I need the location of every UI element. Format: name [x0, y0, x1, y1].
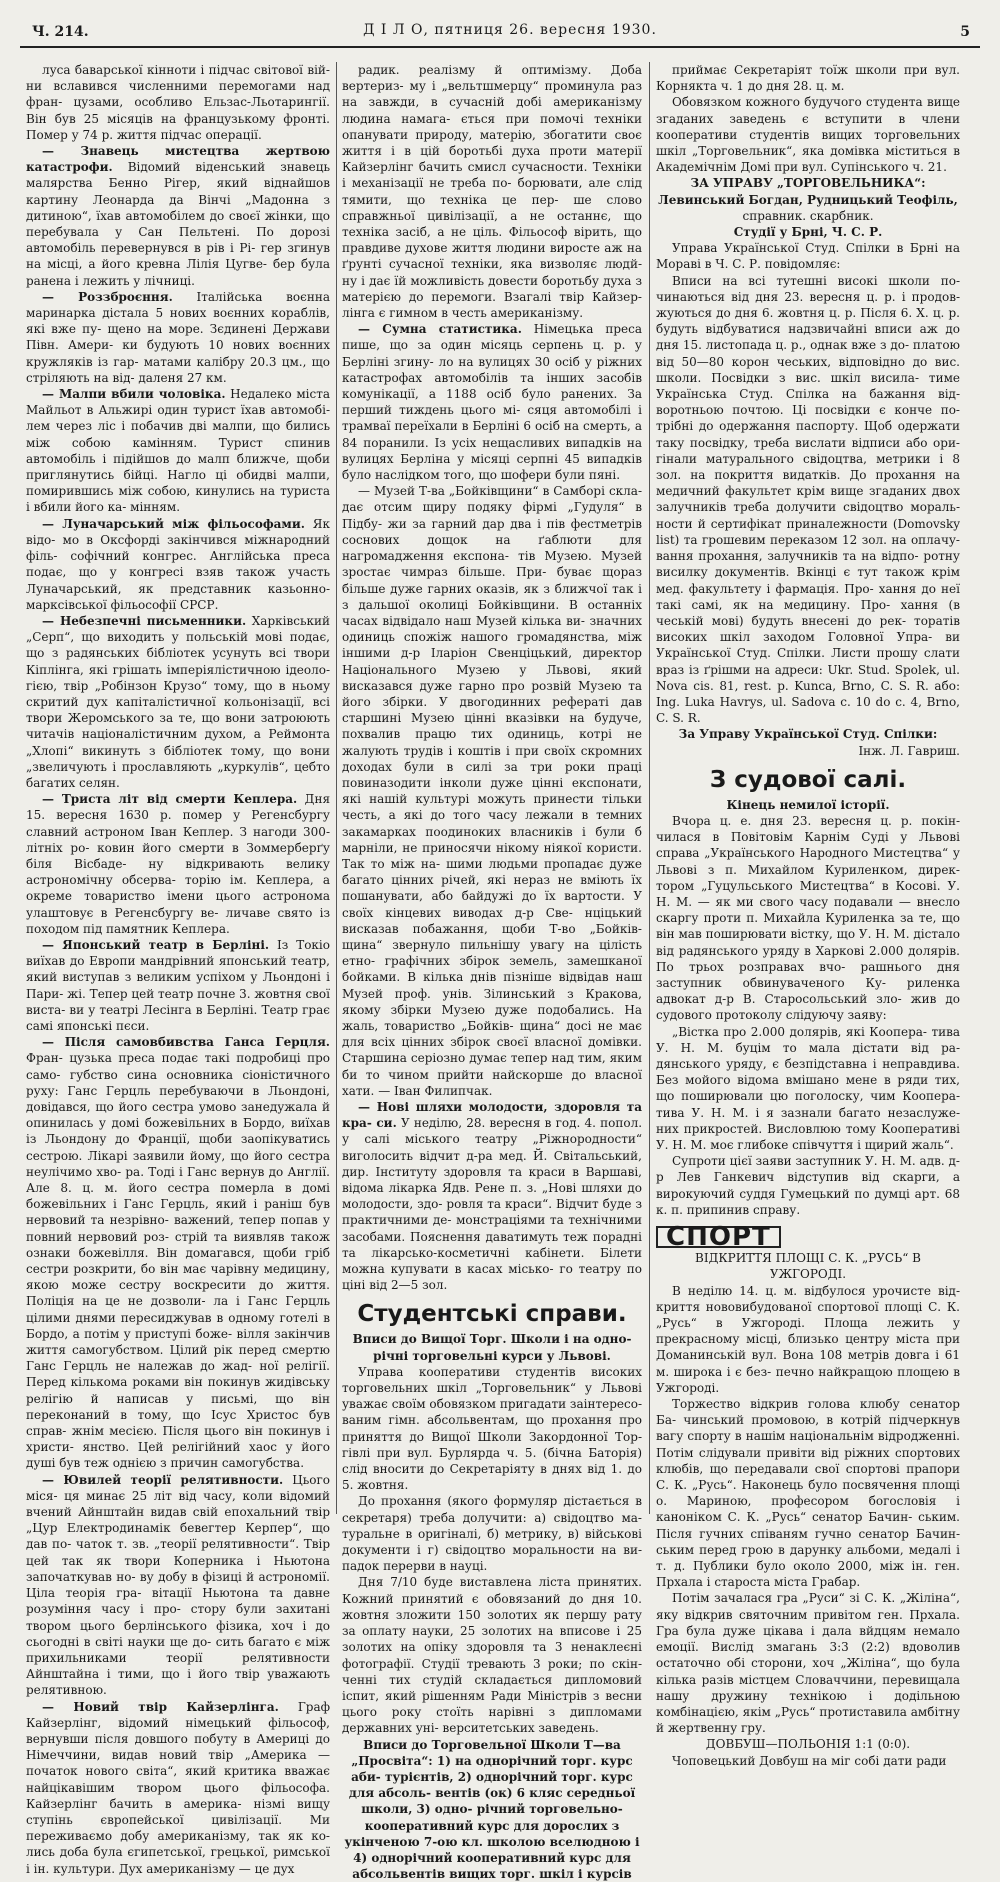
article-paragraph: — Ювилей теорії релятивности. Цього міся- ця минає 25 літ від часу, коли відомий вчений Айнштайн видав свій епохальний твір „Цур Електродинамік бевегтер Керпер“, що дав по- чаток т. зв. „теорії релятивности“. Твір цей так як твори Коперника і Ньютона започаткував но- ву добу в фізиці й астрономії. Ціла теорія гра- вітації Ньютона та давне розуміння часу і про- стору були захитані твором цього берлінського фізика, хоч і до сьогодні в світі науки ще до- сить багато є між прихильниками теорії релятивности Айнштайна і тими, що і його твір уважають релятивною.	[26, 1472, 330, 1698]
article-paragraph: — Триста літ від смерти Кеплера. Дня 15. вересня 1630 р. помер у Регенсбургу славний астроном Іван Кеплер. З нагоди 300-літніх ро- ковин його смерти в Зоммерберґу біля Вісбаде- ну відкривають велику астрономічну обсерва- торію ім. Кеплера, а окреме товариство імени цього астронома улаштовує в Регенсбургу ве- личаве свято із походом під памятник Кеплера.	[26, 792, 331, 936]
article-paragraph: Дня 7/10 буде виставлена ліста принятих. Кожний принятий є обовязаний до дня 10. жовтня зложити 150 золотих як першу рату за оплату науки, 25 золотих на вписове і 25 золотих на опіку здоровля та 3 ненаклеєні фотографії. Студії тревають 3 роки; по скін- ченні тих студій складається дипломовий іспит, який рішенням Ради Міністрів з весни цього року стоїть нарівні з дипломами державних уні- верситетських заведень.	[342, 1575, 642, 1736]
article-paragraph: радик. реалізму й оптимізму. Доба вертериз- му і „вельтшмерцу“ проминула раз на завжди, в сучасній добі американізму людина намага- ється при помочі техніки опанувати природу, матерію, збогатити своє життя і в цій боротьбі духа проти матерії Кайзерлінг бачить смисл сучасности. Техніки і механізації не треба по- борювати, але слід тямити, що техніка це пер- ше слово справжньої цивілізації, а не останнє, що техніка засіб, а не ціль. Фільософ вірить, що правдиве духове життя людини виросте аж на ґрунті сучасної техніки, яка визволяє людй- ну і дає їй можливість довести боротьбу духа з матерією до перемоги. Взагалі твір Кайзер- лінга є гимном в честь американізму.	[342, 63, 642, 321]
article-paragraph: приймає Секретаріят тоїж школи при вул. Корнякта ч. 1 до дня 28. ц. м.	[656, 63, 960, 94]
subheading: Левинський Богдан, Рудницький Теофіль,	[658, 192, 958, 207]
page-number: 5	[960, 24, 970, 40]
newspaper-title-date: Д І Л О, пятниця 26. вересня 1930.	[363, 22, 657, 38]
article-paragraph: Торжество відкрив голова клюбу сенатор Ба- чинський промовою, в котрій підчеркнув вагу спорту в нашім національнім відродженні. Потім слідували привіти від ріжних спортових клюбів, що передавали свої спортові прапори С. К. „Русь“. Наконець було посвячення площі о. Мариною, професором богословія і каноніком С. К. „Русь“ сенатор Бачин- ським. Після гучних співаням гучно сенатор Бачин- ським перед грою в дарунку альбоми, медалі і т. д. Публики було около 2000, між ін. ген. Прхала і староста міста Грабар.	[656, 1397, 960, 1590]
subheading: Вписи до Торговельної Школи Т—ва „Просвіта“: 1) на однорічний торг. курс аби- турієнтів, 2) однорічний торг. курс для абсоль- вентів (ок) 6 кляс середньої школи, 3) одно- річний торговельно-кооперативний курс для дорослих з укінченою 7-ою кл. школою вселюдною і 4) однорічний кооперативний курс для абсольвентів вищих торг. шкіл і курсів	[344, 1737, 640, 1882]
subheading: Студії у Брні, Ч. С. Р.	[733, 225, 883, 240]
article-paragraph: луса баварської кінноти і підчас світової вій- ни вславився численними перемогами над фран- цузами, особливо Ельзас-Льотарингії. Він був 25 місяців на французькому фронті. Помер у 74 р. життя підчас операції.	[26, 63, 330, 142]
column-divider	[649, 62, 650, 1514]
article-paragraph: До прохання (якого формуляр дістається в секретаря) треба долучити: а) свідоцтво ма- туральне в оригіналі, б) метрику, в) військові документи і г) свідоцтво моральности на ви- падок перерви в науці.	[342, 1494, 642, 1574]
article-paragraph: — Роззброєння. Італійська воєнна маринарка дістала 5 нових воєнних кораблів, які вже пу- щено на море. Зєдинені Держави Півн. Амери- ки будують 10 нових воєнних кружляків із гар- матами калібру 20.3 цм., що стріляють на від- даленя 27 км.	[26, 289, 330, 385]
article-paragraph: Потім зачалася гра „Руси“ зі С. К. „Жіліна“, яку відкрив святочним привітом ген. Прхала. Гра була дуже цікава і дала вйдцям немало емоції. Вислід змагань 3:3 (2:2) вдоволив остаточно обі сторони, хоч „Жіліна“, що була кілька разів містцем Словаччини, перевищала нашу дружину технікою і додільною комбінацією, якім „Русь“ протиставила амбітну й жертвенну гру.	[656, 1591, 960, 1736]
article-paragraph: — Новий твір Кайзерлінга. Граф Кайзерлінг, відомий німецький фільософ, вернувши після довшого побуту в Америці до Німеччини, видав новий твір „Америка — початок нового світа“, який критика вважає найцікавішим твором цього фільософа. Кайзерлінг бачить в америка- нізмі вищу ступінь європейської цивілізації. Ми переживаємо добу американізму, так як ко- лись доба була єгипетської, грецької, римської і ін. культури. Дух американізму — це дух	[26, 1699, 330, 1876]
sport-heading-box	[656, 1218, 960, 1253]
article-paragraph: — Луначарський між фільософами. Як відо- мо в Оксфорді закінчився міжнародний філь- софічний конгрес. Англійська преса подає, що у конгресі взяв також участь Луначарський, як представник казьонно-марксівської фільософії СРСР.	[26, 516, 330, 612]
article-paragraph: — Знавець мистецтва жертвою катастрофи. Відомий віденський знавець малярства Бенно Рігер, який віднайшов картину Леонарда да Вінчі „Мадонна з дитиною“, їхав автомобілем до своєї жінки, що перебувала у Сан Пельтені. По дорозі автомобіль перевернувся в рів і Рі- гер згинув на місці, а його кревна Лілія Цугве- бер була ранена і лежить у лічниці.	[26, 144, 330, 288]
article-paragraph: — Небезпечні письменники. Харківський „Серп“, що виходить у польській мові подає, що з радянських бібліотек усунуть всі твори Кіплінга, які грішать імперіялістичною ідеоло- гією, твір „Робінзон Крузо“ тому, що в ньому скритий дух капіталістичної кольонізації, всі твори Жеромського за те, що вони затроюють читачів націоналістичним духом, а Реймонта „Хлопі“ викинуть з бібліотек тому, що вони „звеличують і прославляють „куркулів“, цебто багатих селян.	[26, 613, 330, 790]
column-2	[342, 62, 643, 1882]
article-paragraph: справник. скарбник.	[742, 208, 874, 223]
article-paragraph: — Після самовбивства Ганса Герцля. Фран- цузька преса подає такі подробиці про само- губство сина основника сіоністичного руху: Ганс Герцль перебуваючи в Льондоні, довідався, що його сестра умово занедужала й опинилась у домі божевільних в Бордо, виїхав із Льондону до Франції, щоби заопікуватись сестрою. Лікарі заявили йому, що його сестра неулічимо хво- ра. Тоді і Ганс вернув до Англії. Але 8. ц. м. його сестра померла в домі божевільних і Ганс Герцль, який і раніш був нервовий та незрівно- важений, тепер попав у повний нервовий роз- стрій та виявляв також ознаки божевілля. Він домагався, щоби гріб сестри розкрити, бо він має чарівну медицину, якою може сестру воскресити до життя. Поліція на це не дозволи- ла і Ганс Герцль цілими днями пересиджував в одному готелі в Бордо, а потім у приступі боже- вілля закінчив життя самогубством. Цілий рік перед смертю Ганс Герцль не належав до жад- ної релігії. Перед кількома роками він покинув жидівську релігію й написав у письмі, що він переконаний в тому, що Ісус Христос був справ- жнім месією. Після цього він покинув і христи- янство. Цей релігійний хаос у його душі був теж однією з причин самогубства.	[26, 1035, 330, 1471]
article-paragraph: Вчора ц. е. дня 23. вересня ц. р. покін- чилася в Повітовім Карнім Суді у Львові справа „Українського Народного Мистецтва“ у Львові з п. Михайлом Куриленком, дирек- тором „Гуцульського Мистецтва“ в Косові. У. Н. М. — як ми свого часу подавали — внесло скаргу проти п. Михайла Куриленка за те, що він мав поширювати вістку, що У. Н. М. дістало від радянського уряду в Харкові 2.000 долярів. По трьох розправах вчо- рашнього дня заступник обвинуваченого Ку- риленка адвокат д-р В. Старосольський зло- жив до судового протоколу слідуючу заяву:	[656, 813, 960, 1023]
article-paragraph: — Японський театр в Берліні. Із Токіо виїхав до Европи мандрівний японський театр, який виступав з великим успіхом у Льондоні і Пари- жі. Тепер цей театр почне 3. жовтня свої виста- ви у театрі Лесінга в Берліні. Театр грає самі японські пєси.	[26, 937, 330, 1033]
section-heading: Студентські справи.	[357, 1301, 627, 1328]
article-paragraph: „Вістка про 2.000 долярів, які Коопера- тива У. Н. М. буцім то мала дістати від ра- дянського уряду, є безпідставна і неправдива. Без мойого відома вмішано мене в ряди тих, що поширювали цю поголоску, чим Коопера- тива У. Н. М. і я зазнали багато незаслуже- них прикростей. Висловлюю тому Кооперативі У. Н. М. моє глибоке співчуття і щирий жаль“.	[656, 1024, 960, 1152]
article-paragraph: Чоповецький Довбуш на міг собі дати ради	[672, 1753, 947, 1768]
column-1	[26, 62, 331, 1876]
column-3	[656, 62, 960, 1768]
article-paragraph: Інж. Л. Гавриш.	[858, 743, 960, 758]
article-paragraph: — Сумна статистика. Німецька преса пише, що за один місяць серпень ц. р. у Берліні згину- ло на вулицях 30 осіб у ріжних катастрофах автомобілів та інших засобів комунікації, а 1188 осіб було ранених. За перший тиждень цього мі- сяця автомобілі і трамваї переїхали в Берліні 6 осіб на смерть, а 84 поранили. Із усіх нещасливих випадків на вулицях Берліна у місяці серпні 45 випадків було наслідком того, що шофери були пяні.	[342, 322, 642, 483]
article-paragraph: Управа кооперативи студентів високих торговельних шкіл „Торговельник“ у Львові уважає своїм обовязком пригадати заінтересо- ваним гімн. абсольвентам, що прохання про приняття до Вищої Школи Закордонної Тор- гівлі при вул. Бурлярда ч. 5. (бічна Баторія) слід вносити до Секретаріяту в днях від 1. до 5. жовтня.	[342, 1364, 642, 1493]
subheading: ЗА УПРАВУ „ТОРГОВЕЛЬНИКА“:	[690, 176, 926, 191]
article-paragraph: Вписи на всі тутешні високі школи по- чинаються від дня 23. вересня ц. р. і продов- жуються до дня 6. жовтня ц. р. Після 6. Х. ц. р. будуть відбуватися надзвичайні вписи аж до дня 15. листопада ц. р., однак вже з до- платою від 50—80 корон чеських, відповідно до вис. школи. Посвідки з вис. шкіл висила- тиме Українська Студ. Спілка на бажання від- воротньою почтою. Ці посвідки є конче по- трібні до одержання паспорту. Щоб одержати таку посвідку, треба вислати відписи або ори- гінали матурального свідоцтва, метрики і 8 зол. на покриття видатків. До прохання на медичний факультет крім вище згаданих двох залучників треба долучити свідоцтво мораль- ности й сертифікат приналежности (Domovsky list) та грошевим переказом 12 зол. на оплачу- вання прохання, залучників та на відпо- ротну висилку документів. Вкінці є тут також крім мед. факультету і фармація. Про- хання до неї такі самі, як на медицину. Про- хання (в чеській мові) будуть внесені до рек- торатів високих шкіл заходом Головної Упра- ви Української Студ. Спілки. Листи прошу слати враз із ґрішми на адреси: Ukr. Stud. Spolek, ul. Nova cis. 81, rest. p. Kunca, Brno, C. S. R. або: Ing. Luka Havrys, ul. Sadova c. 10 do c. 4, Brno, C. S. R.	[656, 273, 960, 726]
page-header	[20, 10, 980, 48]
article-paragraph: В неділю 14. ц. м. відбулося урочисте від- криття нововибудованої спортової площі С. К. „Русь“ в Ужгороді. Площа лежить у прекрасному місці, близько центру міста при Доманинській вул. Вона 108 метрів довга і 61 м. широка і є без- печно найкращою площею в Ужгороді.	[656, 1283, 960, 1395]
column-divider	[336, 62, 337, 1514]
article-paragraph: Управа Української Студ. Спілки в Брні на Мораві в Ч. С. Р. повідомляє:	[656, 241, 960, 272]
article-paragraph: Обовязком кожного будучого студента вище згаданих заведень є вступити в члени кооперативи студентів вищих торговельних шкіл „Торговельник“, яка домівка міститься в Академічнім Домі при вул. Супінського ч. 21.	[656, 95, 960, 175]
subheading: Кінець немилої історії.	[726, 797, 890, 812]
issue-number: Ч. 214.	[32, 24, 89, 40]
article-paragraph: — Нові шляхи молодости, здоровля та кра- си. У неділю, 28. вересня в год. 4. попол. у салі міського театру „Ріжнородности“ виголосить відчит д-ра мед. Й. Світальський, дир. Інституту здоровля та краси в Варшаві, відома лікарка Ядв. Рене п. з. „Нові шляхи до молодости, здо- ровля та краси“. Відчит буде з практичними де- монстраціями та технічними засобами. Пояснення даватимуть теж порадні та лікарсько-косметичні кабінети. Білети можна купувати в касах місько- го театру по ціні від 2—5 зол.	[342, 1100, 643, 1293]
article-paragraph: — Малпи вбили чоловіка. Недалеко міста Майльот в Альжирі один турист їхав автомобі- лем через ліс і побачив дві малпи, що бились між собою камінням. Турист спинив автомобіль і підійшов до малп ближче, щоби приглянутись бійці. Нагло ці обидві малпи, помирившись між собою, кинулись на туриста і вбили його ка- мінням.	[26, 387, 331, 515]
article-paragraph: ВІДКРИТТЯ ПЛОЩІ С. К. „РУСЬ“ В УЖГОРОДІ.	[695, 1251, 921, 1282]
subheading: За Управу Української Студ. Спілки:	[678, 727, 938, 742]
article-paragraph: ДОВБУШ—ПОЛЬОНІЯ 1:1 (0:0).	[705, 1737, 911, 1752]
article-paragraph: — Музей Т-ва „Бойківщини“ в Самборі скла- дає отсим щиру подяку фірмі „Гудуля“ в Підбу- жи за гарний дар два і пів фестметрів соснових дощок на ґаблюти для нагромадження експона- тів Музею. Музей зростає чимраз більше. При- буває щораз більше дуже гарних оказів, як з ближчої так і з дальшої околиці Бойківщини. В останніх часах відвідало наш Музей кілька ви- значних одиниць спожіж нашого громадянства, між іншими д-р Іларіон Свенціцький, директор Національного Музею у Львові, який висказався дуже гарно про розвій Музею та його збірки. У двогодинних рефераті дав старшині Музею цінні вказівки на будуче, похвалив працю тих одиниць, котрі не жалують трудів і коштів і при своїх скромних доходах були в силі за три роки праці повиназодити інколи дуже цінні експонати, які нашій культурі можуть принести тільки честь, а які до того часу лежали в темних закамарках поодиноких власників і були б марніли, не приносячи нікому ніякої користи. Так то між на- шими людьми пропадає дуже багато цінних річей, які нераз не вміють їх пошанувати, або байдужі до їх вартости. У своїх кінцевих виводах д-р Све- нціцький висказав побажання, щоби Т-во „Бойків- щина“ звернуло пильнішу увагу на цілість етно- графічних збірок земель, замешканої бойками. В кілька днів пізніше відвідав наш Музей проф. унів. Зілинський з Кракова, якому збірки Музею дуже подобались. На жаль, товариство „Бойків- щина“ досі не має для всіх цінних збірок своєї власної домівки. Старшина серіозно думає тепер над тим, яким би то чином прийти найскорше до власної хати. — Іван Филипчак.	[342, 484, 642, 1098]
subheading: Вписи до Вищої Торг. Школи і на одно- річні торговельні курси у Львові.	[352, 1332, 632, 1363]
sport-heading: СПОРТ	[656, 1226, 781, 1248]
article-paragraph: Супроти цієї заяви заступник У. Н. М. адв. д-р Лев Ганкевич відступив від скарги, а вирокуючий суддя Гумецький по думці арт. 68 к. п. припинив справу.	[656, 1154, 960, 1217]
section-heading: З судової салі.	[709, 766, 907, 793]
